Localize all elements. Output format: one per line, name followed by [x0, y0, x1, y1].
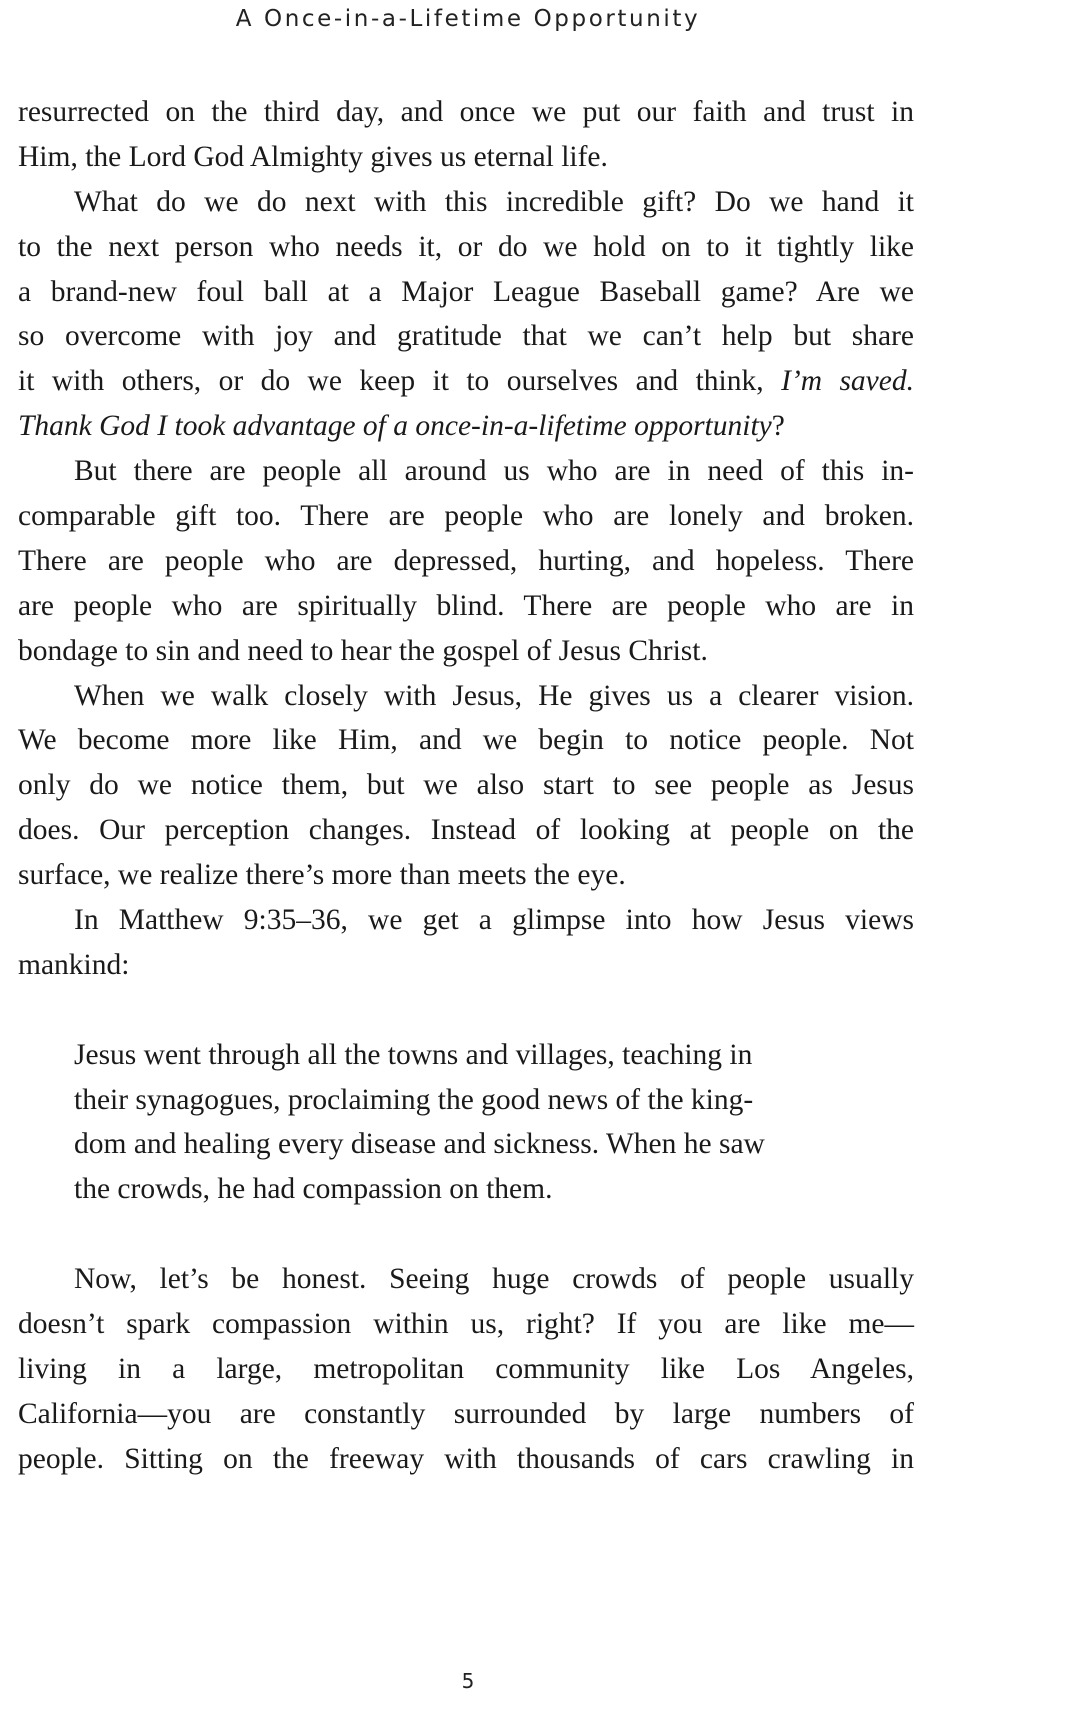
text-line: California—you are constantly surrounded by large numbers of [18, 1397, 914, 1430]
text-line: does. Our perception changes. Instead of looking at people on the [18, 814, 914, 847]
italic-thought: I’m saved. [781, 365, 914, 398]
spacer [18, 988, 914, 1033]
italic-thought: Thank God I took advantage of a once-in-a-lifetime opportunity [18, 410, 772, 443]
quote-line: dom and healing every disease and sickness. When he saw [74, 1128, 765, 1161]
running-header-title: A Once-in-a-Lifetime Opportunity [235, 6, 701, 32]
block-quote [18, 1033, 858, 1213]
text-line: surface, we realize there’s more than meets the eye. [18, 859, 626, 892]
text-run: ? [771, 410, 785, 443]
text-line: We become more like Him, and we begin to notice people. Not [18, 724, 914, 757]
quote-line: Jesus went through all the towns and villages, teaching in [74, 1038, 753, 1071]
text-line: In Matthew 9:35–36, we get a glimpse into how Jesus views [74, 904, 914, 937]
paragraph [18, 674, 914, 898]
text-line: comparable gift too. There are people who are lonely and broken. [18, 500, 914, 533]
body-text [18, 90, 914, 1482]
text-line: But there are people all around us who are in need of this in- [74, 455, 914, 488]
text-line: only do we notice them, but we also start to see people as Jesus [18, 769, 914, 802]
text-line: so overcome with joy and gratitude that we can’t help but share [18, 320, 914, 353]
text-line: What do we do next with this incredible gift? Do we hand it [74, 185, 914, 218]
paragraph [18, 180, 914, 449]
text-line [18, 359, 914, 404]
text-run: it with others, or do we keep it to ourselves and think, [18, 365, 764, 398]
text-line: mankind: [18, 948, 130, 981]
text-line: a brand-new foul ball at a Major League Baseball game? Are we [18, 275, 914, 308]
text-line [18, 404, 914, 449]
paragraph [18, 898, 914, 988]
quote-line: their synagogues, proclaiming the good news of the king- [74, 1083, 754, 1116]
text-line: living in a large, metropolitan community like Los Angeles, [18, 1352, 914, 1385]
paragraph-continuation [18, 90, 914, 180]
spacer [18, 1212, 914, 1257]
paragraph [18, 1257, 914, 1481]
text-line: Now, let’s be honest. Seeing huge crowds of people usually [74, 1263, 914, 1296]
text-line: people. Sitting on the freeway with thousands of cars crawling in [18, 1442, 914, 1475]
text-line: are people who are spiritually blind. There are people who are in [18, 589, 914, 622]
quote-line: the crowds, he had compassion on them. [74, 1173, 553, 1206]
paragraph [18, 449, 914, 673]
page-number: 5 [461, 1669, 475, 1693]
text-line: to the next person who needs it, or do we hold on to it tightly like [18, 230, 914, 263]
text-line: When we walk closely with Jesus, He gives us a clearer vision. [74, 679, 914, 712]
text-line: resurrected on the third day, and once we put our faith and trust in [18, 96, 914, 128]
text-line: Him, the Lord God Almighty gives us eternal life. [18, 140, 608, 173]
text-line: doesn’t spark compassion within us, right? If you are like me— [18, 1308, 914, 1341]
text-line: There are people who are depressed, hurting, and hopeless. There [18, 544, 914, 577]
text-line: bondage to sin and need to hear the gospel of Jesus Christ. [18, 634, 708, 667]
